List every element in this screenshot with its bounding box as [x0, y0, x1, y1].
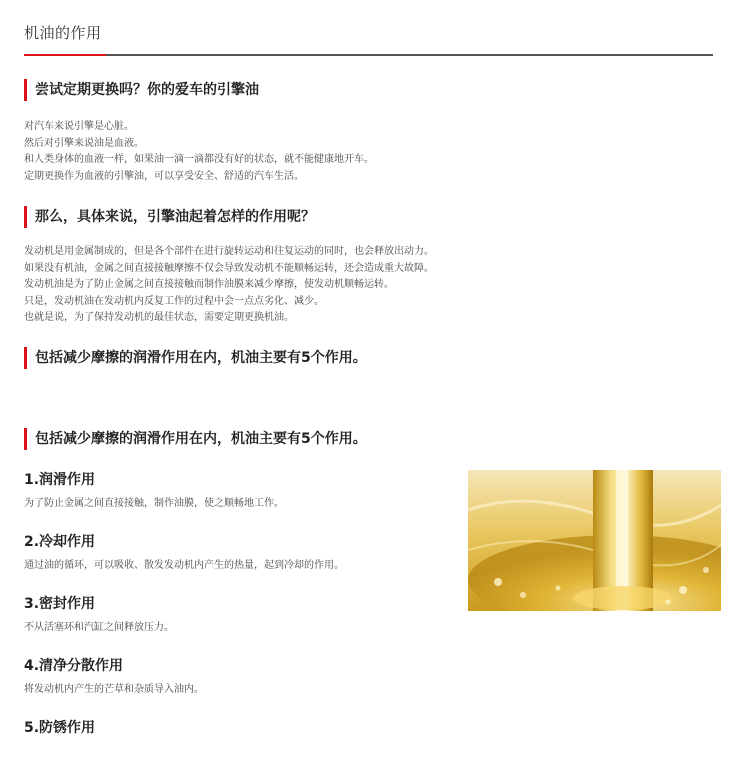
paragraph-line: 发动机是用金属制成的，但是各个部件在进行旋转运动和往复运动的同时，也会释放出动力。 — [24, 246, 434, 257]
section-heading-five-roles: 包括减少摩擦的润滑作用在内，机油主要有5个作用。 — [24, 347, 367, 369]
section-paragraph-engine-metal — [24, 244, 644, 327]
section-heading-replacement: 尝试定期更换吗？你的爱车的引擎油 — [24, 79, 259, 101]
paragraph-line: 和人类身体的血液一样，如果油一滴一滴都没有好的状态，就不能健康地开车。 — [24, 154, 374, 165]
paragraph-line: 发动机油是为了防止金属之间直接接触而制作油膜来减少摩擦，使发动机顺畅运转。 — [24, 279, 394, 290]
paragraph-line: 然后对引擎来说油是血液。 — [24, 137, 144, 149]
function-title-lubrication: 1.润滑作用 — [24, 472, 96, 488]
paragraph-line: 对汽车来说引擎是心脏。 — [24, 121, 134, 132]
function-desc-lubrication: 为了防止金属之间直接接触，制作油膜，使之顺畅地工作。 — [24, 498, 284, 509]
function-title-rust-prevention: 5.防锈作用 — [24, 720, 96, 736]
paragraph-line: 只是，发动机油在发动机内反复工作的过程中会一点点劣化、减少。 — [24, 295, 324, 307]
section-heading-role: 那么，具体来说，引擎油起着怎样的作用呢？ — [24, 206, 315, 228]
page-header — [24, 0, 713, 56]
header-divider-accent — [24, 54, 106, 56]
section-heading-five-roles-repeat: 包括减少摩擦的润滑作用在内，机油主要有5个作用。 — [24, 428, 367, 450]
function-title-cooling: 2.冷却作用 — [24, 534, 96, 550]
function-title-sealing: 3.密封作用 — [24, 596, 96, 612]
function-desc-sealing: 不从活塞环和汽缸之间释放压力。 — [24, 622, 174, 633]
paragraph-line: 也就是说，为了保持发动机的最佳状态，需要定期更换机油。 — [24, 312, 294, 323]
function-desc-cleaning: 将发动机内产生的芒草和杂质导入油内。 — [24, 684, 204, 695]
header-divider — [24, 54, 713, 56]
section-paragraph-engine-heart — [24, 119, 644, 185]
page-title: 机油的作用 — [24, 24, 102, 42]
oil-pour-image — [468, 470, 721, 611]
paragraph-line: 定期更换作为血液的引擎油，可以享受安全、舒适的汽车生活。 — [24, 170, 304, 182]
paragraph-line: 如果没有机油，金属之间直接接触摩擦不仅会导致发动机不能顺畅运转，还会造成重大故障。 — [24, 262, 434, 274]
function-title-cleaning: 4.清净分散作用 — [24, 658, 124, 674]
function-desc-cooling: 通过油的循环，可以吸收、散发发动机内产生的热量，起到冷却的作用。 — [24, 560, 344, 571]
